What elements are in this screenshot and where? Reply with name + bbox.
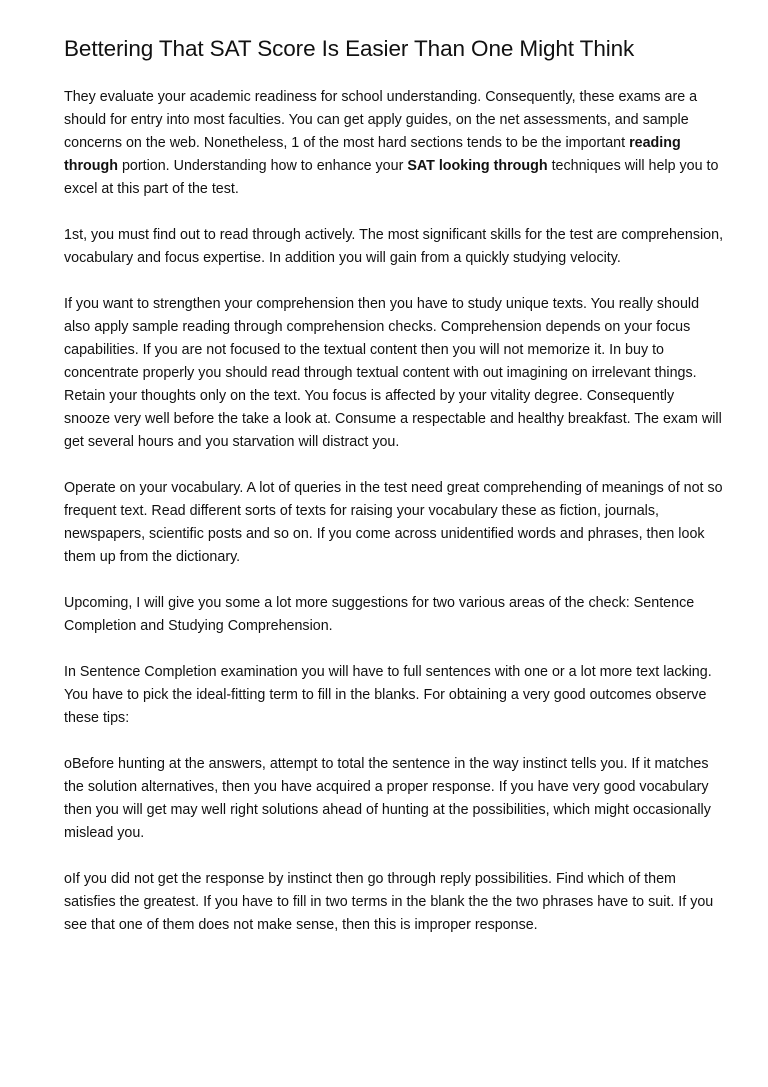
document-title: Bettering That SAT Score Is Easier Than One Might Think <box>64 36 635 61</box>
text-span: techniques will help you to excel at this part of the test. <box>64 158 719 197</box>
paragraph <box>64 477 724 569</box>
paragraph <box>64 592 724 638</box>
paragraph <box>64 224 724 270</box>
paragraph <box>64 753 724 845</box>
text-span: oIf you did not get the response by instinct then go through reply possibilities. Find which of them satisfies the greatest. If you have to fill in two terms in the blank the the two phrases have to suit. If you see that one of them does not make sense, then this is improper response. <box>64 871 714 933</box>
paragraph <box>64 868 724 937</box>
paragraph <box>64 661 724 730</box>
text-span: 1st, you must find out to read through actively. The most significant skills for the test are comprehension, vocabulary and focus expertise. In addition you will gain from a quickly studying velocity. <box>64 227 724 266</box>
document-page <box>64 34 724 960</box>
text-span: Operate on your vocabulary. A lot of queries in the test need great comprehending of meanings of not so frequent text. Read different sorts of texts for raising your vocabulary these as fiction, journals, newspapers, scientific posts and so on. If you come across unidentified words and phrases, then look them up from the dictionary. <box>64 480 723 565</box>
text-span: Upcoming, I will give you some a lot more suggestions for two various areas of the check: Sentence Completion and Studying Comprehension. <box>64 595 695 634</box>
text-span: In Sentence Completion examination you will have to full sentences with one or a lot more text lacking. You have to pick the ideal-fitting term to fill in the blanks. For obtaining a very good outcomes observe these tips: <box>64 664 712 726</box>
paragraph <box>64 86 724 201</box>
bold-phrase: reading through <box>64 135 681 174</box>
text-span: portion. Understanding how to enhance your <box>118 158 408 174</box>
bold-phrase: SAT looking through <box>407 158 548 174</box>
text-span: They evaluate your academic readiness for school understanding. Consequently, these exams are a should for entry into most faculties. You can get apply guides, on the net assessments, and sample concerns on the web. Nonetheless, 1 of the most hard sections tends to be the important <box>64 89 698 151</box>
text-span: If you want to strengthen your comprehension then you have to study unique texts. You really should also apply sample reading through comprehension checks. Comprehension depends on your focus capabilities. If you are not focused to the textual content then you will not memorize it. In buy to concentrate properly you should read through textual content with out imagining on irrelevant things. Retain your thoughts only on the text. You focus is affected by your vitality degree. Consequently snooze very well before the take a look at. Consume a respectable and healthy breakfast. The exam will get several hours and you starvation will distract you. <box>64 296 722 450</box>
document-body <box>64 86 724 937</box>
text-span: oBefore hunting at the answers, attempt to total the sentence in the way instinct tells you. If it matches the solution alternatives, then you have acquired a proper response. If you have very good vocabulary then you will get may well right solutions ahead of hunting at the possibilities, which might occasionally mislead you. <box>64 756 711 841</box>
paragraph <box>64 293 724 454</box>
